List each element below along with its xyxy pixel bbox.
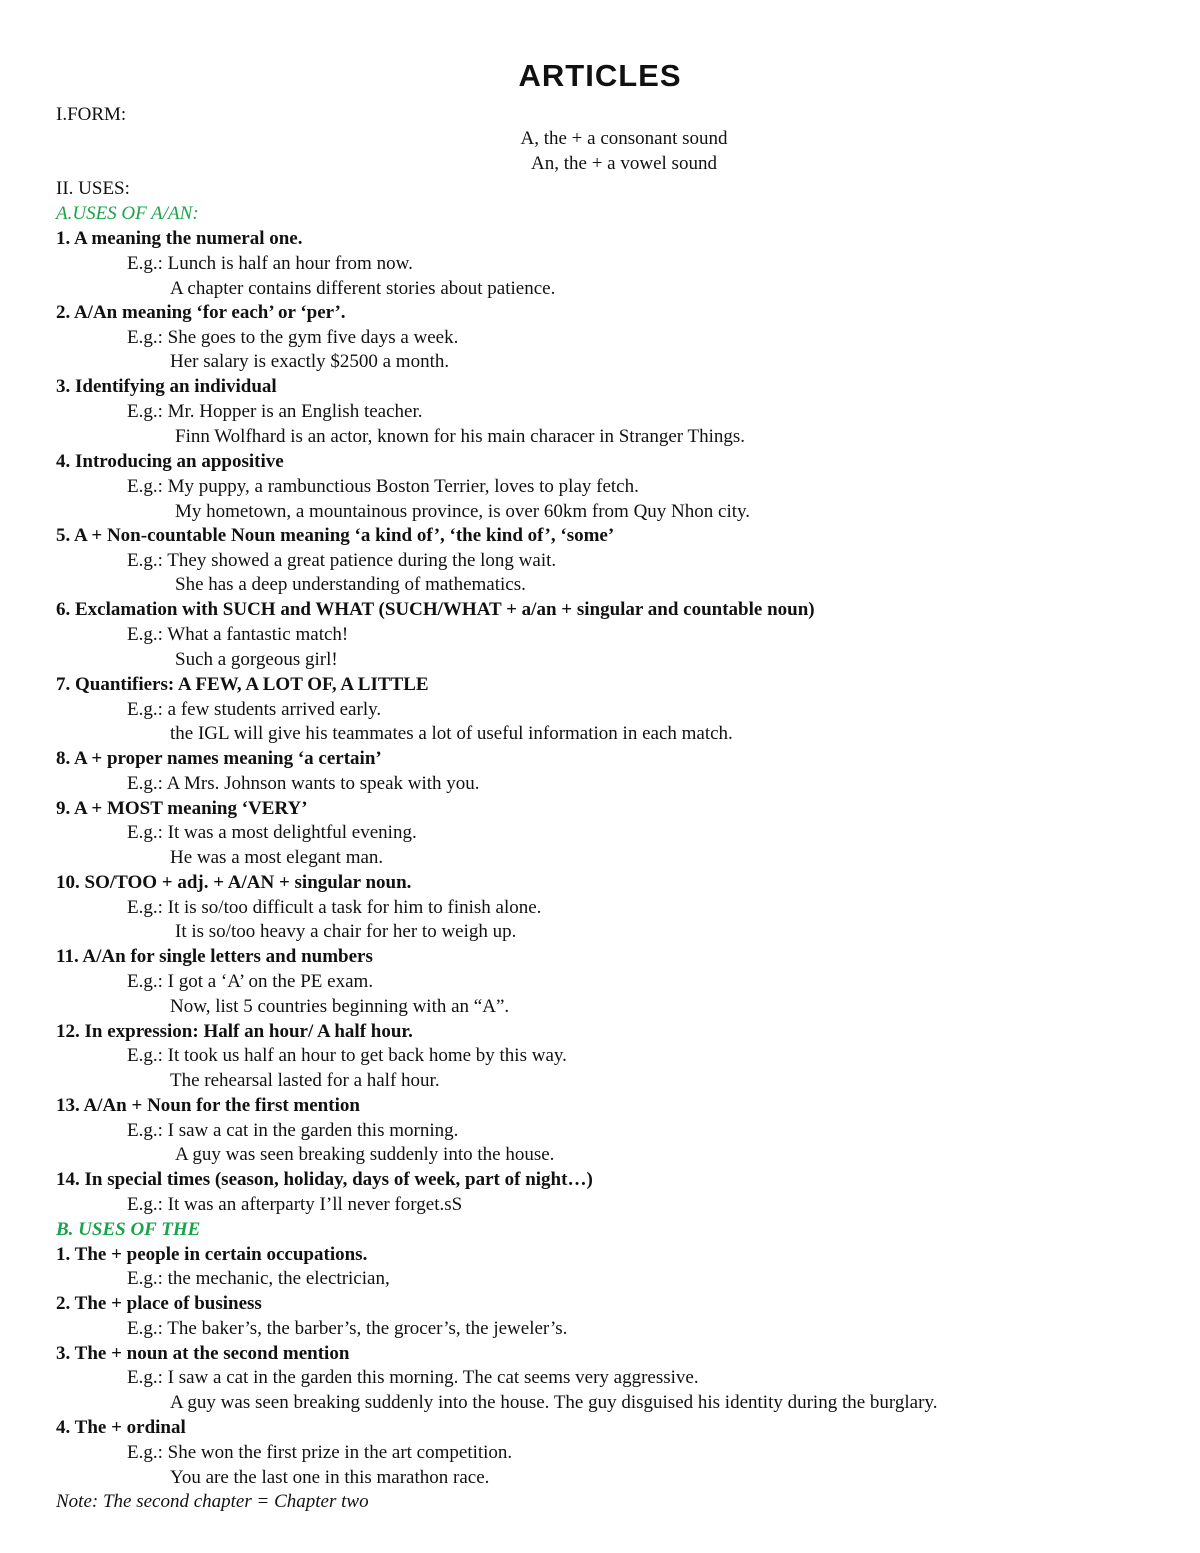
a-item-heading: 7. Quantifiers: A FEW, A LOT OF, A LITTLE xyxy=(56,674,429,695)
a-item-heading: 8. A + proper names meaning ‘a certain’ xyxy=(56,748,382,769)
a-item-example: E.g.: What a fantastic match! xyxy=(127,624,349,645)
a-item-example: My hometown, a mountainous province, is over 60km from Quy Nhon city. xyxy=(175,501,751,522)
b-item-example: You are the last one in this marathon race. xyxy=(170,1467,490,1488)
section-a-heading: A.USES OF A/AN: xyxy=(56,203,199,224)
a-item-example: E.g.: It took us half an hour to get back home by this way. xyxy=(127,1045,567,1066)
a-item-example: E.g.: They showed a great patience during the long wait. xyxy=(127,550,557,571)
a-item-example: A guy was seen breaking suddenly into the house. xyxy=(175,1144,555,1165)
a-item-example: The rehearsal lasted for a half hour. xyxy=(170,1070,440,1091)
a-item-example: E.g.: It was a most delightful evening. xyxy=(127,822,417,843)
a-item-heading: 14. In special times (season, holiday, days of week, part of night…) xyxy=(56,1169,593,1190)
page-title: ARTICLES xyxy=(518,58,682,93)
a-item-example: E.g.: It is so/too difficult a task for him to finish alone. xyxy=(127,897,542,918)
a-item-example: E.g.: A Mrs. Johnson wants to speak with you. xyxy=(127,773,480,794)
a-item-heading: 2. A/An meaning ‘for each’ or ‘per’. xyxy=(56,302,346,323)
a-item-example: E.g.: Mr. Hopper is an English teacher. xyxy=(127,401,423,422)
a-item-example: Such a gorgeous girl! xyxy=(175,649,338,670)
a-item-heading: 13. A/An + Noun for the first mention xyxy=(56,1095,360,1116)
a-item-example: E.g.: I got a ‘A’ on the PE exam. xyxy=(127,971,374,992)
a-item-heading: 3. Identifying an individual xyxy=(56,376,277,397)
form-rule-consonant: A, the + a consonant sound xyxy=(520,128,728,149)
b-item-example: A guy was seen breaking suddenly into the house. The guy disguised his identity during the burglary. xyxy=(170,1392,938,1413)
a-item-example: E.g.: My puppy, a rambunctious Boston Terrier, loves to play fetch. xyxy=(127,476,639,497)
a-item-example: E.g.: She goes to the gym five days a week. xyxy=(127,327,459,348)
section-b-heading: B. USES OF THE xyxy=(56,1219,201,1240)
a-item-heading: 12. In expression: Half an hour/ A half hour. xyxy=(56,1021,413,1042)
a-item-heading: 11. A/An for single letters and numbers xyxy=(56,946,373,967)
a-item-heading: 1. A meaning the numeral one. xyxy=(56,228,303,249)
b-item-heading: 2. The + place of business xyxy=(56,1293,262,1314)
a-item-example: E.g.: It was an afterparty I’ll never forget.sS xyxy=(127,1194,463,1215)
b-item-heading: 3. The + noun at the second mention xyxy=(56,1343,350,1364)
a-item-example: A chapter contains different stories about patience. xyxy=(170,278,556,299)
a-item-heading: 4. Introducing an appositive xyxy=(56,451,284,472)
a-item-example: He was a most elegant man. xyxy=(170,847,384,868)
a-item-example: E.g.: Lunch is half an hour from now. xyxy=(127,253,413,274)
a-item-example: She has a deep understanding of mathematics. xyxy=(175,574,526,595)
uses-heading: II. USES: xyxy=(56,178,130,199)
b-item-heading: 1. The + people in certain occupations. xyxy=(56,1244,368,1265)
a-item-heading: 10. SO/TOO + adj. + A/AN + singular noun. xyxy=(56,872,412,893)
a-item-example: E.g.: I saw a cat in the garden this morning. xyxy=(127,1120,459,1141)
a-item-example: Her salary is exactly $2500 a month. xyxy=(170,351,450,372)
a-item-example: the IGL will give his teammates a lot of useful information in each match. xyxy=(170,723,733,744)
note: Note: The second chapter = Chapter two xyxy=(56,1491,369,1512)
b-item-example: E.g.: She won the first prize in the art competition. xyxy=(127,1442,513,1463)
b-item-example: E.g.: I saw a cat in the garden this morning. The cat seems very aggressive. xyxy=(127,1367,699,1388)
form-rule-vowel: An, the + a vowel sound xyxy=(531,153,717,174)
a-item-example: Now, list 5 countries beginning with an “A”. xyxy=(170,996,510,1017)
a-item-example: It is so/too heavy a chair for her to weigh up. xyxy=(175,921,517,942)
a-item-heading: 9. A + MOST meaning ‘VERY’ xyxy=(56,798,308,819)
a-item-example: E.g.: a few students arrived early. xyxy=(127,699,382,720)
b-item-example: E.g.: the mechanic, the electrician, xyxy=(127,1268,390,1289)
a-item-heading: 5. A + Non-countable Noun meaning ‘a kind of’, ‘the kind of’, ‘some’ xyxy=(56,525,615,546)
b-item-heading: 4. The + ordinal xyxy=(56,1417,186,1438)
a-item-example: Finn Wolfhard is an actor, known for his main characer in Stranger Things. xyxy=(175,426,746,447)
b-item-example: E.g.: The baker’s, the barber’s, the grocer’s, the jeweler’s. xyxy=(127,1318,568,1339)
a-item-heading: 6. Exclamation with SUCH and WHAT (SUCH/WHAT + a/an + singular and countable noun) xyxy=(56,599,815,620)
form-heading: I.FORM: xyxy=(56,104,127,125)
